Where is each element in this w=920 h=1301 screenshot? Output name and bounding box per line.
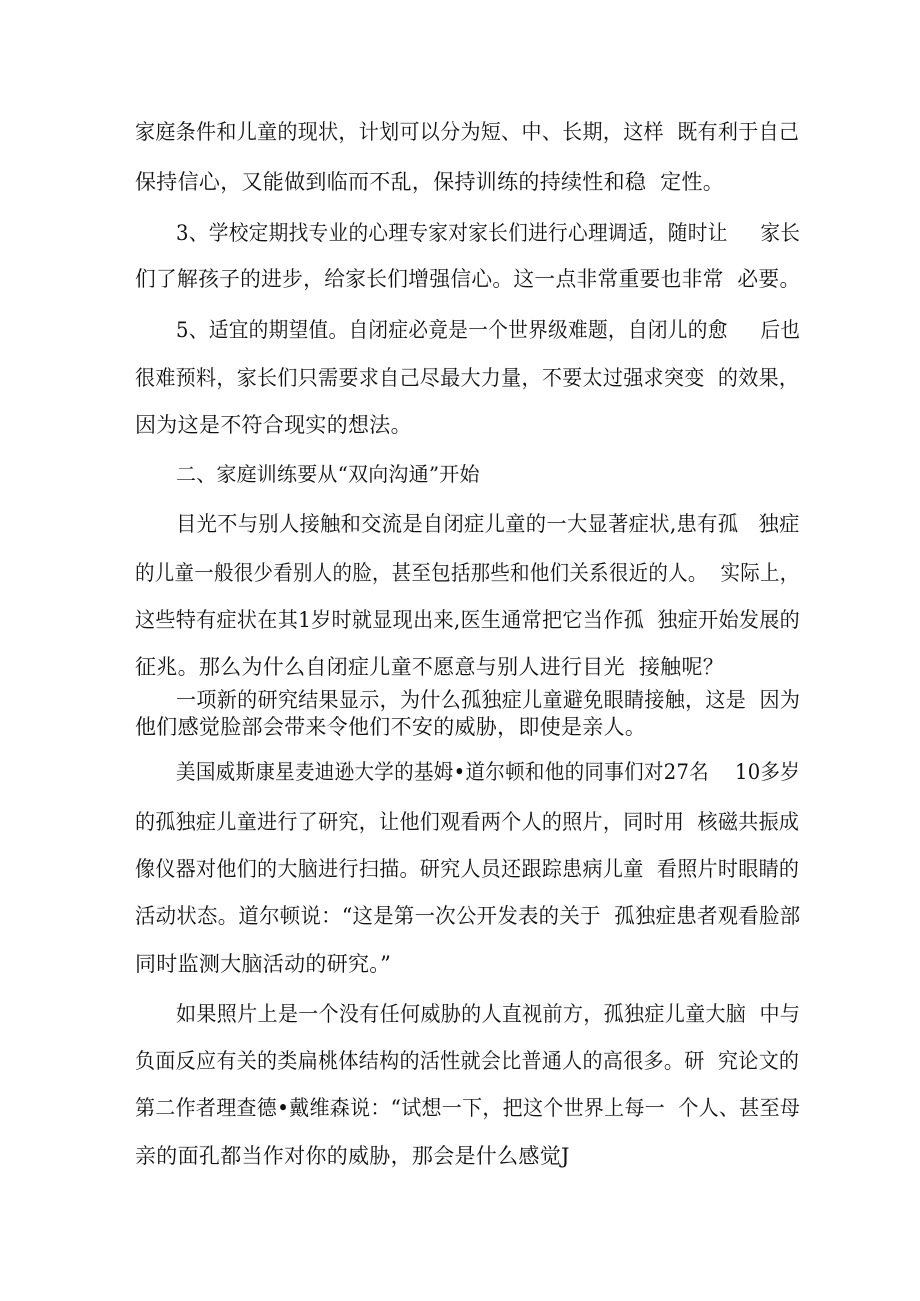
text-line-15: 美国威斯康星麦迪逊大学的基姆•道尔顿和他的同事们对27名 10多岁 — [176, 760, 801, 784]
text-line-16: 的孤独症儿童进行了研究，让他们观看两个人的照片，同时用 核磁共振成 — [135, 810, 800, 834]
text-line-23: 亲的面孔都当作对你的威胁，那会是什么感觉J — [135, 1144, 570, 1168]
text-line-18: 活动状态。道尔顿说：“这是第一次公开发表的关于 孤独症患者观看脸部 — [135, 904, 801, 928]
text-line-6: 很难预料，家长们只需要求自己尽最大力量，不要太过强求突变 的效果， — [135, 366, 800, 390]
text-line-5: 5、适宜的期望值。自闭症必竟是一个世界级难题，自闭儿的愈 后也 — [176, 318, 801, 342]
text-line-1: 家庭条件和儿童的现状，计划可以分为短、中、长期，这样 既有利于自己 — [135, 120, 800, 144]
text-line-22: 第二作者理查德•戴维森说：“试想一下，把这个世界上每一 个人、甚至母 — [135, 1096, 801, 1120]
text-line-7: 因为这是不符合现实的想法。 — [135, 413, 412, 437]
text-line-3: 3、学校定期找专业的心理专家对家长们进行心理调适，随时让 家长 — [176, 221, 801, 245]
text-line-13: 一项新的研究结果显示，为什么孤独症儿童避免眼睛接触，这是 因为 — [176, 688, 801, 712]
text-line-2: 保持信心，又能做到临而不乱，保持训练的持续性和稳 定性。 — [135, 170, 725, 194]
text-line-19: 同时监测大脑活动的研究。” — [135, 952, 392, 976]
text-line-10: 的儿童一般很少看别人的脸，甚至包括那些和他们关系很近的人。 实际上， — [135, 561, 800, 585]
text-line-20: 如果照片上是一个没有任何威胁的人直视前方，孤独症儿童大脑 中与 — [176, 1002, 801, 1026]
section-heading: 二、家庭训练要从“双向沟通”开始 — [176, 462, 480, 486]
text-line-11: 这些特有症状在其1岁时就显现出来,医生通常把它当作孤 独症开始发展的 — [135, 608, 801, 632]
text-line-9: 目光不与别人接触和交流是自闭症儿童的一大显著症状,患有孤 独症 — [176, 512, 800, 536]
text-line-14: 他们感觉脸部会带来令他们不安的威胁，即使是亲人。 — [135, 715, 647, 739]
text-line-21: 负面反应有关的类扁桃体结构的活性就会比普通人的高很多。研 究论文的 — [135, 1049, 800, 1073]
text-line-12: 征兆。那么为什么自闭症儿童不愿意与别人进行目光 接触呢？ — [135, 655, 725, 679]
text-line-4: 们了解孩子的进步，给家长们增强信心。这一点非常重要也非常 必要。 — [135, 267, 801, 291]
text-line-17: 像仪器对他们的大脑进行扫描。研究人员还跟踪患病儿童 看照片时眼睛的 — [135, 857, 800, 881]
